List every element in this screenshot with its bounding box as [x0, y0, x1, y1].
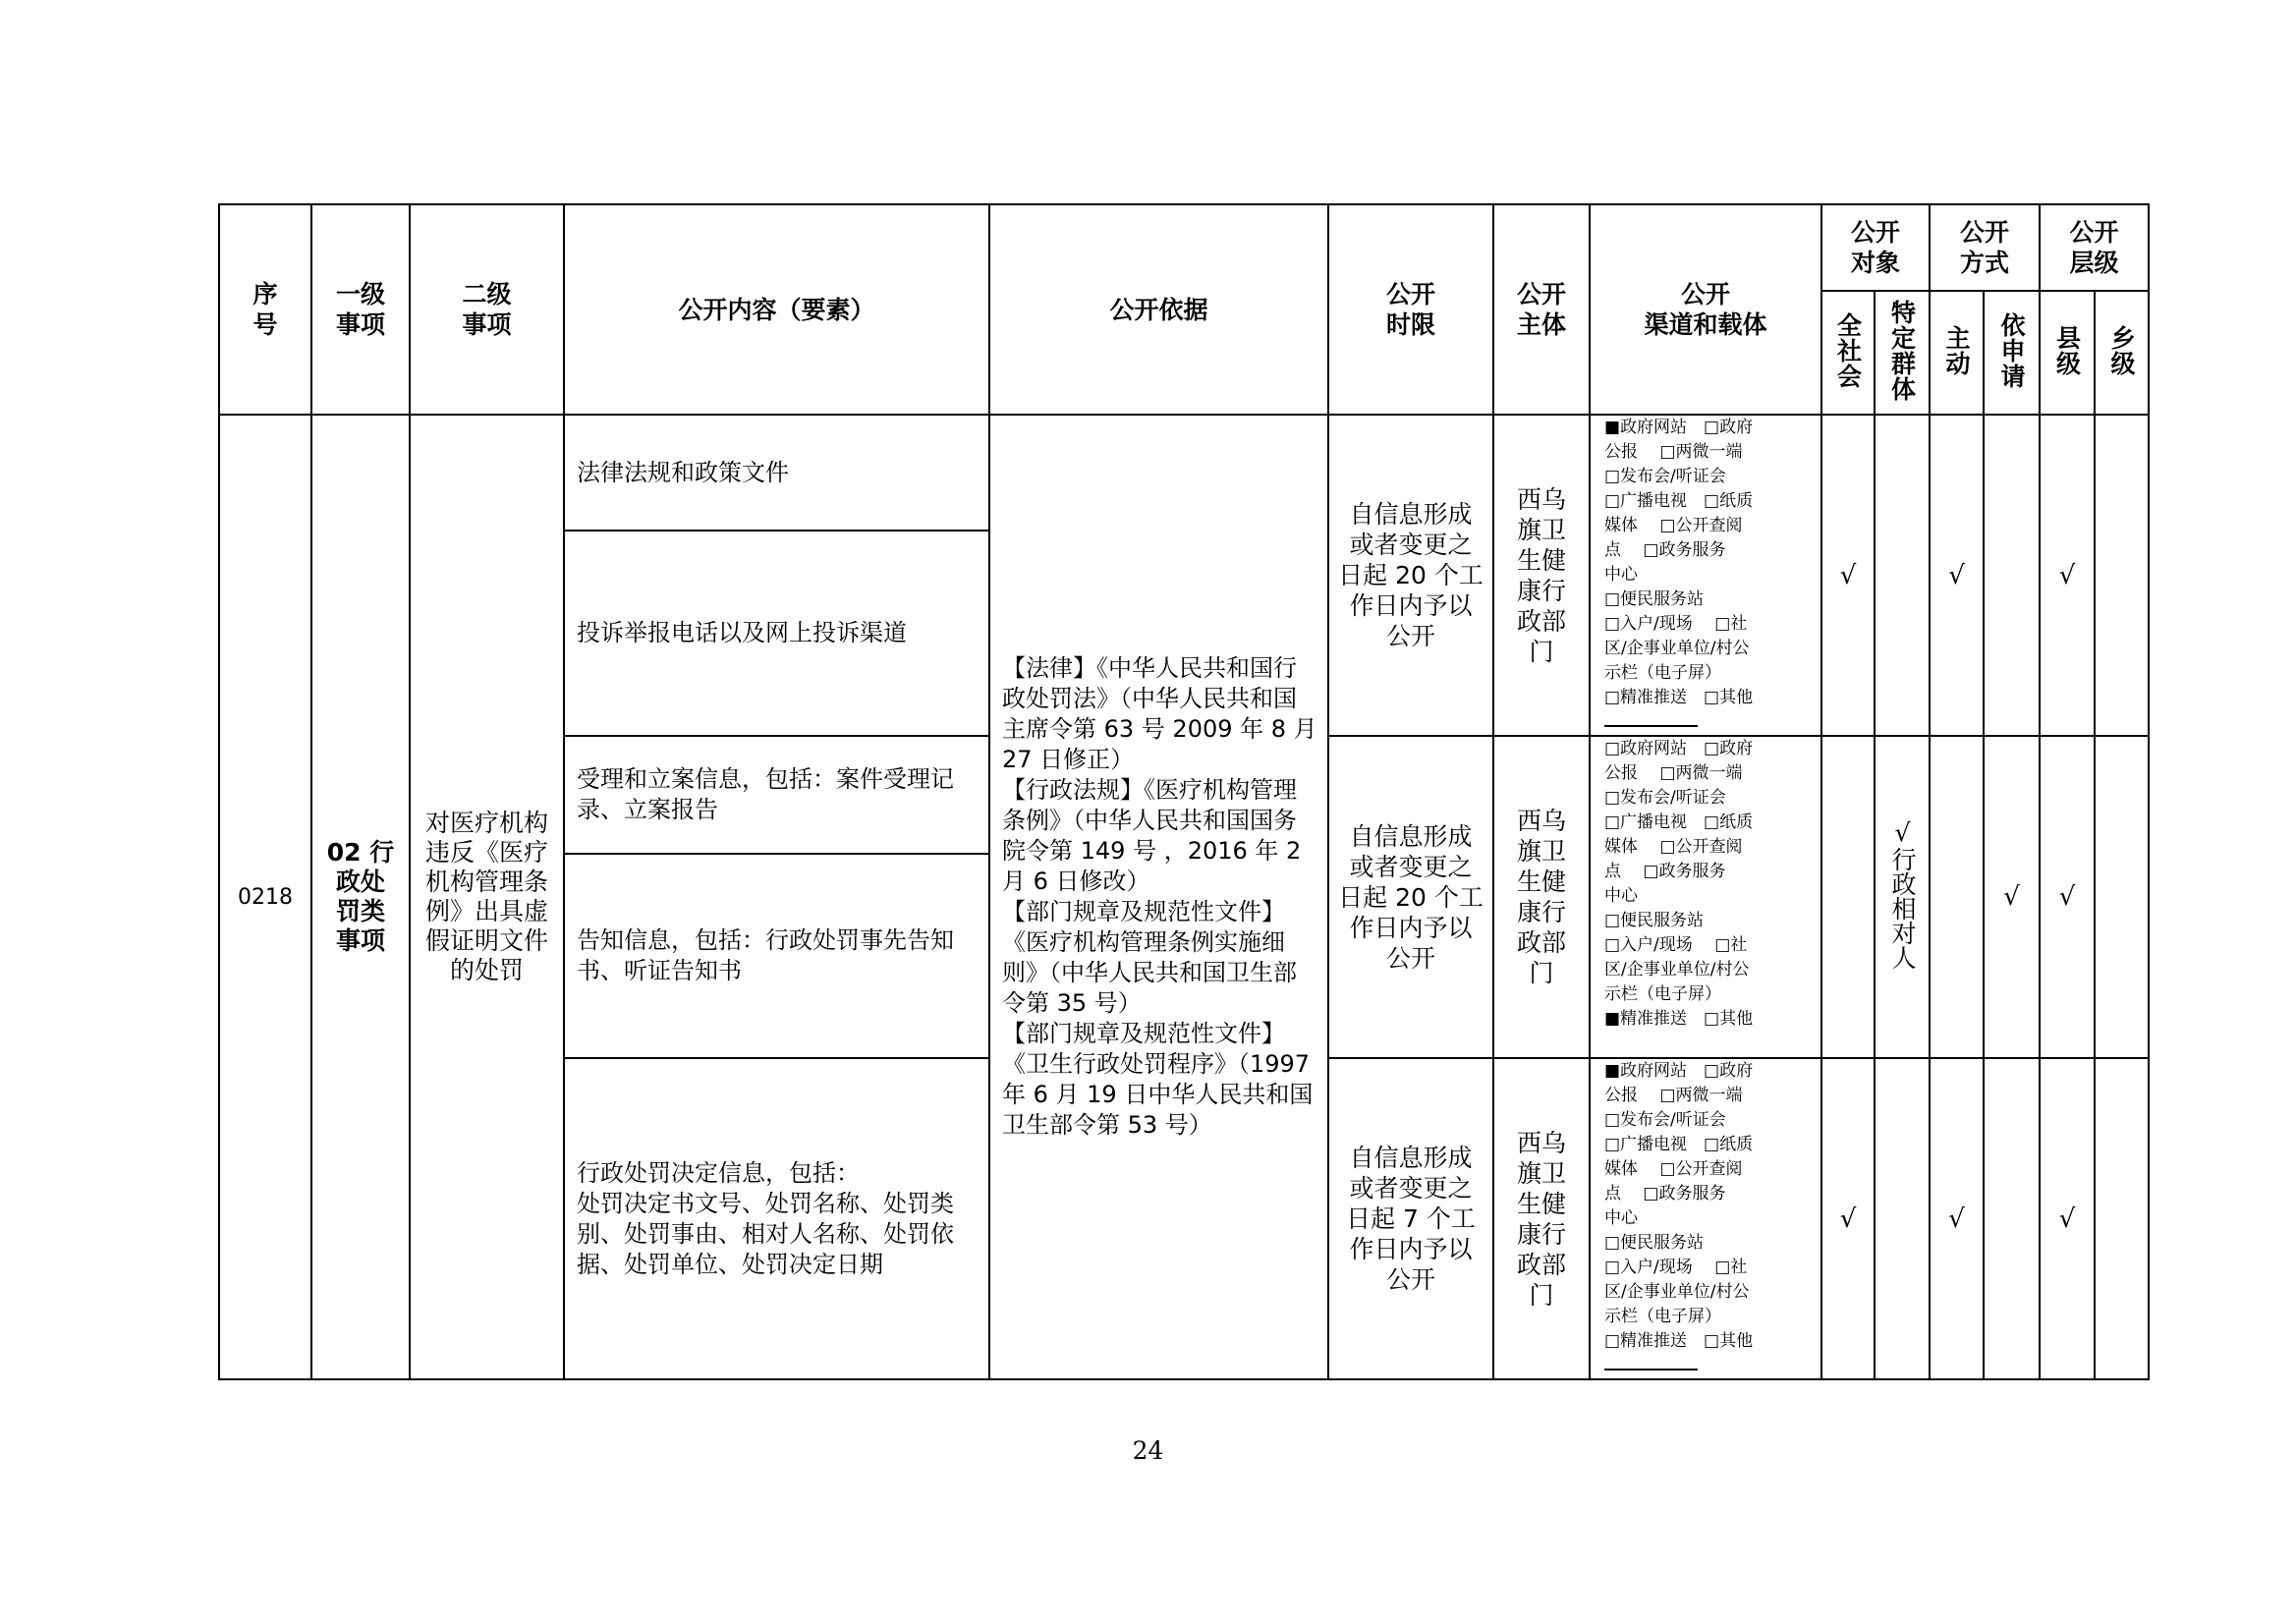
content-item: 告知信息，包括：行政处罚事先告知书、听证告知书	[564, 854, 989, 1058]
content-item: 行政处罚决定信息，包括： 处罚决定书文号、处罚名称、处罚类别、处罚事由、相对人名称、处罚依据、处罚单位、处罚决定日期	[564, 1058, 989, 1379]
page-number: 24	[1132, 1436, 1164, 1465]
channel-line: □精准推送 □其他	[1604, 688, 1754, 707]
channel-line: □广播电视 □纸质	[1604, 491, 1754, 511]
header-level2: 二级 事项	[410, 204, 564, 415]
header-level-town: 乡级	[2095, 291, 2149, 415]
channel-line: □发布会/听证会	[1604, 1110, 1726, 1130]
channel-line: □便民服务站	[1604, 911, 1705, 930]
header-target-all: 全社会	[1821, 291, 1875, 415]
channel-line: 点 □政务服务	[1604, 540, 1726, 560]
header-content: 公开内容（要素）	[564, 204, 989, 415]
channel-line: 区/企事业单位/村公	[1604, 960, 1750, 979]
check-level-town	[2095, 415, 2149, 736]
channel-cell	[1590, 1058, 1821, 1379]
check-target-specific	[1875, 1058, 1930, 1379]
header-subject: 公开 主体	[1493, 204, 1590, 415]
channel-line: □入户/现场 □社	[1604, 935, 1748, 955]
channel-underline	[1604, 715, 1698, 727]
channel-line: □便民服务站	[1604, 589, 1705, 609]
channel-line: 公报 □两微一端	[1604, 442, 1743, 462]
record-seq: 0218	[219, 415, 311, 1379]
channel-cell	[1590, 736, 1821, 1058]
channel-line: 点 □政务服务	[1604, 1184, 1726, 1203]
channel-line: 媒体 □公开查阅	[1604, 516, 1743, 535]
disclosure-table	[218, 203, 2150, 1380]
content-item: 受理和立案信息，包括：案件受理记录、立案报告	[564, 736, 989, 854]
check-target-all: √	[1821, 415, 1875, 736]
content-item: 法律法规和政策文件	[564, 415, 989, 531]
channel-line: 媒体 □公开查阅	[1604, 837, 1743, 857]
channel-line: □广播电视 □纸质	[1604, 1135, 1754, 1154]
check-target-all	[1821, 736, 1875, 1058]
header-method-group: 公开 方式	[1930, 204, 2040, 291]
check-level-county: √	[2040, 415, 2095, 736]
channel-line: □精准推送 □其他	[1604, 1331, 1754, 1351]
channel-line: ■政府网站 □政府	[1604, 1061, 1754, 1081]
channel-line: 中心	[1604, 886, 1638, 906]
header-target-group: 公开 对象	[1821, 204, 1930, 291]
channel-line: □入户/现场 □社	[1604, 1258, 1748, 1277]
channel-line: 中心	[1604, 565, 1638, 585]
channel-line: ■精准推送 □其他	[1604, 1009, 1754, 1029]
period-cell: 自信息形成 或者变更之 日起 7 个工 作日内予以 公开	[1328, 1058, 1493, 1379]
check-method-active	[1930, 736, 1984, 1058]
period-cell: 自信息形成 或者变更之 日起 20 个工 作日内予以 公开	[1328, 415, 1493, 736]
header-period: 公开 时限	[1328, 204, 1493, 415]
period-cell: 自信息形成 或者变更之 日起 20 个工 作日内予以 公开	[1328, 736, 1493, 1058]
channel-line: 区/企事业单位/村公	[1604, 639, 1750, 658]
check-method-apply: √	[1984, 736, 2040, 1058]
check-method-active: √	[1930, 415, 1984, 736]
header-level-group: 公开 层级	[2040, 204, 2149, 291]
check-level-town	[2095, 736, 2149, 1058]
channel-underline	[1604, 1359, 1698, 1371]
check-method-apply	[1984, 1058, 2040, 1379]
header-method-active: 主动	[1930, 291, 1984, 415]
channel-line: 示栏（电子屏）	[1604, 984, 1721, 1004]
channel-line: 点 □政务服务	[1604, 862, 1726, 881]
header-target-specific: 特定群体	[1875, 291, 1930, 415]
channel-line: □广播电视 □纸质	[1604, 812, 1754, 832]
channel-line: 媒体 □公开查阅	[1604, 1159, 1743, 1179]
channel-line: □政府网站 □政府	[1604, 739, 1754, 758]
channel-cell	[1590, 415, 1821, 736]
subject-cell: 西乌 旗卫 生健 康行 政部 门	[1493, 1058, 1590, 1379]
header-level1: 一级 事项	[311, 204, 410, 415]
check-level-county: √	[2040, 736, 2095, 1058]
channel-line: 区/企事业单位/村公	[1604, 1282, 1750, 1302]
check-target-all: √	[1821, 1058, 1875, 1379]
channel-line: 示栏（电子屏）	[1604, 663, 1721, 683]
record-basis: 【法律】《中华人民共和国行政处罚法》（中华人民共和国主席令第 63 号 2009 年 8 月 27 日修正） 【行政法规】《医疗机构管理条例》（中华人民共和国国务院令第 149 号 ，2016 年 2 月 6 日修改） 【部门规章及规范性文件】《医疗机构管理条例实施细则》（中华人民共和国卫生部令第 35 号） 【部门规章及规范性文件】《卫生行政处罚程序》（1997 年 6 月 19 日中华人民共和国卫生部令第 53 号）	[989, 415, 1328, 1379]
channel-line: 公报 □两微一端	[1604, 1086, 1743, 1105]
record-level2: 对医疗机构 违反《医疗 机构管理条 例》出具虚 假证明文件 的处罚	[410, 415, 564, 1379]
check-target-specific	[1875, 415, 1930, 736]
subject-cell: 西乌 旗卫 生健 康行 政部 门	[1493, 736, 1590, 1058]
check-method-apply	[1984, 415, 2040, 736]
header-channel: 公开 渠道和载体	[1590, 204, 1821, 415]
channel-line: 公报 □两微一端	[1604, 763, 1743, 783]
channel-line: □便民服务站	[1604, 1233, 1705, 1253]
header-level-county: 县级	[2040, 291, 2095, 415]
channel-line: ■政府网站 □政府	[1604, 418, 1754, 437]
check-method-active: √	[1930, 1058, 1984, 1379]
channel-line: 示栏（电子屏）	[1604, 1307, 1721, 1326]
check-target-specific: √行政相对人	[1875, 736, 1930, 1058]
channel-line: □发布会/听证会	[1604, 467, 1726, 486]
check-level-county: √	[2040, 1058, 2095, 1379]
content-item: 投诉举报电话以及网上投诉渠道	[564, 531, 989, 736]
channel-line: □发布会/听证会	[1604, 788, 1726, 808]
channel-line: 中心	[1604, 1208, 1638, 1228]
subject-cell: 西乌 旗卫 生健 康行 政部 门	[1493, 415, 1590, 736]
record-level1: 02 行 政处 罚类 事项	[311, 415, 410, 1379]
channel-line: □入户/现场 □社	[1604, 614, 1748, 634]
header-method-apply: 依申请	[1984, 291, 2040, 415]
header-basis: 公开依据	[989, 204, 1328, 415]
header-seq: 序号	[219, 204, 311, 415]
check-level-town	[2095, 1058, 2149, 1379]
